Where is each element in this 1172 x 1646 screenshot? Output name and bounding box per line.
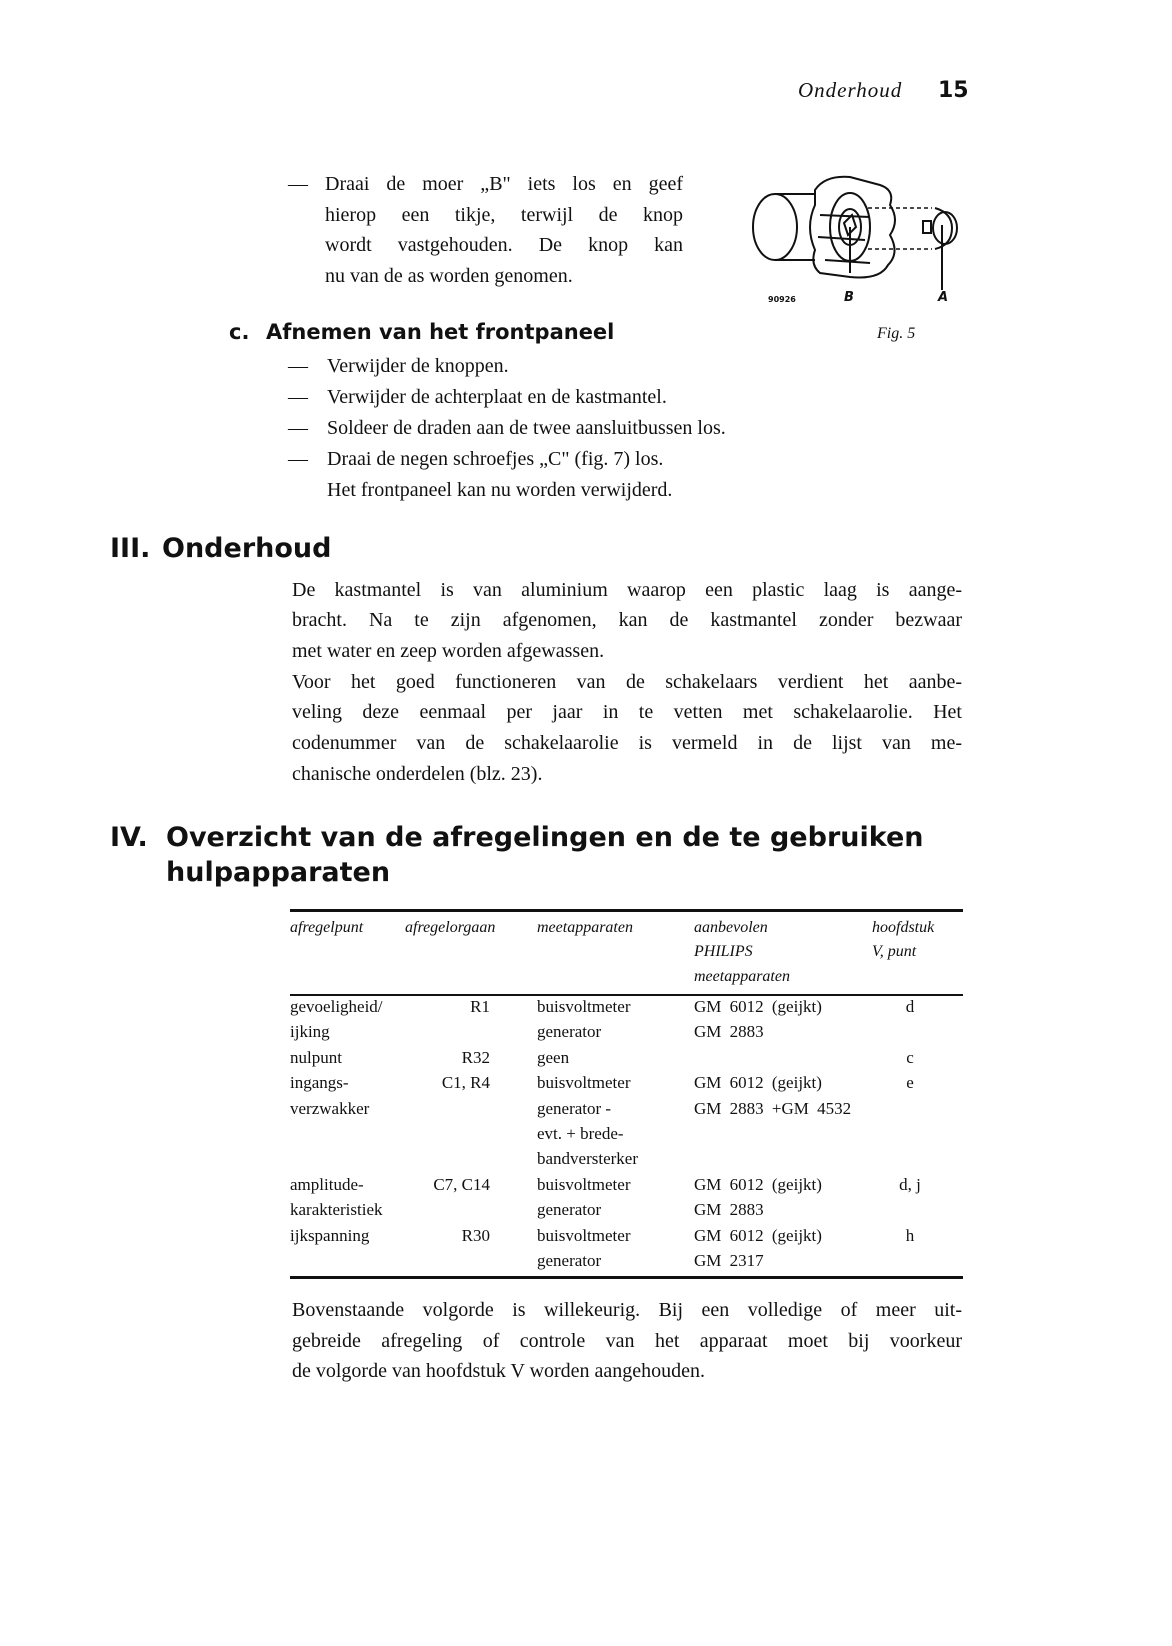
cell-afregelpunt: ijking [290,1022,330,1042]
running-header-section: Onderhoud [798,78,903,102]
cell-aanbevolen: GM 6012 (geijkt) [694,1073,822,1093]
figure-caption: Fig. 5 [877,325,916,342]
cell-afregelpunt: ijkspanning [290,1225,370,1245]
knob-drawing [740,165,970,300]
column-header-afregelorgaan: afregelorgaan [405,919,496,936]
cell-meetapparaten: generator [537,1022,602,1042]
list-item: Soldeer de draden aan de twee aansluitbussen los. [327,417,726,439]
cell-aanbevolen: GM 2317 [694,1251,764,1270]
cell-afregelpunt: karakteristiek [290,1200,383,1220]
cell-afregelpunt: nulpunt [290,1047,342,1067]
paragraph-line: Voor het goed functioneren van de schakelaars verdient het aanbe- [292,671,962,693]
paragraph-line: De kastmantel is van aluminium waarop een plastic laag is aange- [292,579,962,601]
paragraph-line: Bovenstaande volgorde is willekeurig. Bij een volledige of meer uit- [292,1299,962,1321]
cell-aanbevolen: GM 2883 [694,1022,764,1042]
cell-afregelorgaan: C7, C14 [433,1174,490,1194]
section-c-number: c. [229,320,250,344]
column-header-hoofdstuk: hoofdstuk [872,919,935,936]
cell-meetapparaten: buisvoltmeter [537,997,631,1016]
cell-aanbevolen: GM 6012 (geijkt) [694,1225,822,1245]
paragraph-line: met water en zeep worden afgewassen. [292,640,605,662]
text-line: Draai de moer „B" iets los en geef [325,173,683,195]
dash: — [288,173,308,195]
paragraph-line: chanische onderdelen (blz. 23). [292,763,543,785]
cell-meetapparaten: evt. + brede- [537,1124,624,1143]
cell-afregelorgaan: R32 [461,1047,490,1067]
column-header-aanbevolen: meetapparaten [694,968,790,985]
cell-aanbevolen: GM 6012 (geijkt) [694,1174,822,1194]
column-header-aanbevolen: aanbevolen [694,919,768,936]
dash: — [288,355,308,377]
paragraph-line: codenummer van de schakelaarolie is vermeld in de lijst van me- [292,732,962,754]
text-line: hierop een tikje, terwijl de knop [325,204,683,226]
column-header-hoofdstuk: V, punt [872,943,917,960]
section-iv-number: IV. [110,822,148,853]
table-header-rule [290,994,963,996]
cell-meetapparaten: generator - [537,1098,612,1118]
column-header-meetapparaten: meetapparaten [537,919,633,936]
cell-hoofdstuk: c [906,1047,914,1067]
cell-meetapparaten: buisvoltmeter [537,1073,631,1093]
page-number: 15 [938,78,969,103]
cell-afregelpunt: verzwakker [290,1098,370,1118]
column-header-aanbevolen: PHILIPS [694,943,753,960]
cell-aanbevolen: GM 6012 (geijkt) [694,997,822,1016]
section-iii-heading: Onderhoud [162,533,332,564]
figure-label-a: A [938,290,949,305]
cell-hoofdstuk: h [905,1225,915,1245]
paragraph-line: veling deze eenmaal per jaar in te vetten met schakelaarolie. Het [292,701,962,723]
cell-afregelpunt: ingangs- [290,1073,349,1093]
dash: — [288,386,308,408]
column-header-afregelpunt: afregelpunt [290,919,364,936]
cell-hoofdstuk: d [905,997,915,1016]
cell-meetapparaten: geen [537,1047,570,1067]
cell-meetapparaten: bandversterker [537,1149,639,1169]
dash: — [288,448,308,470]
list-item: Verwijder de knoppen. [327,355,509,377]
cell-afregelorgaan: R1 [470,997,490,1016]
cell-afregelorgaan: R30 [461,1225,490,1245]
list-item: Draai de negen schroefjes „C" (fig. 7) los. [327,448,664,470]
table-top-rule [290,909,963,912]
section-c-heading: Afnemen van het frontpaneel [266,320,615,344]
cell-hoofdstuk: e [906,1073,914,1093]
table-bottom-rule [290,1276,963,1279]
figure-code: 90926 [768,295,796,304]
cell-hoofdstuk: d, j [899,1174,921,1194]
list-item: Verwijder de achterplaat en de kastmantel. [327,386,667,408]
section-iv-heading-line1: Overzicht van de afregelingen en de te gebruiken [166,822,924,853]
paragraph-line: gebreide afregeling of controle van het apparaat moet bij voorkeur [292,1330,962,1352]
cell-meetapparaten: buisvoltmeter [537,1225,631,1245]
cell-meetapparaten: generator [537,1251,602,1270]
section-iii-number: III. [110,533,151,564]
figure-label-b: B [844,290,854,305]
paragraph-line: bracht. Na te zijn afgenomen, kan de kastmantel zonder bezwaar [292,609,962,631]
cell-aanbevolen: GM 2883 +GM 4532 [694,1098,852,1118]
cell-afregelpunt: amplitude- [290,1174,364,1194]
section-iv-heading-line2: hulpapparaten [166,857,391,888]
text-line: nu van de as worden genomen. [325,265,573,287]
cell-aanbevolen: GM 2883 [694,1200,764,1220]
cell-afregelpunt: gevoeligheid/ [290,997,383,1016]
list-continuation: Het frontpaneel kan nu worden verwijderd. [327,479,673,501]
paragraph-line: de volgorde van hoofdstuk V worden aangehouden. [292,1360,706,1382]
text-line: wordt vastgehouden. De knop kan [325,234,683,256]
cell-afregelorgaan: C1, R4 [441,1073,490,1093]
cell-meetapparaten: generator [537,1200,602,1220]
cell-meetapparaten: buisvoltmeter [537,1174,631,1194]
dash: — [288,417,308,439]
